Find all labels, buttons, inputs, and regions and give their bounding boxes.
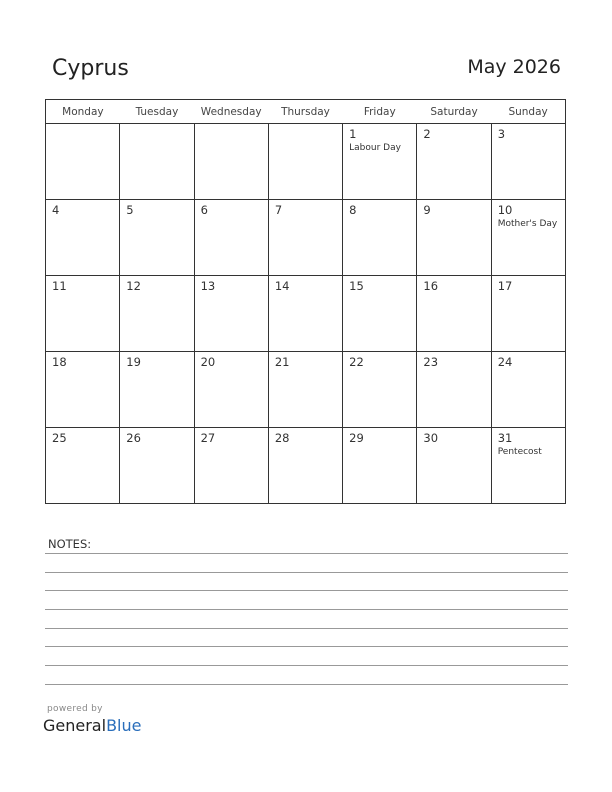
day-number: 16 [423, 279, 439, 293]
month-year-title: May 2026 [467, 56, 561, 78]
day-cell [417, 124, 491, 200]
day-number: 21 [274, 355, 290, 369]
day-number: 10 [497, 203, 513, 217]
day-cell [268, 200, 342, 276]
weekday-header: Saturday [417, 100, 491, 124]
day-number: 28 [274, 431, 290, 445]
day-cell [268, 428, 342, 504]
day-cell [46, 124, 120, 200]
day-cell [491, 200, 565, 276]
notes-line [45, 609, 568, 610]
day-cell [194, 352, 268, 428]
day-cell [46, 428, 120, 504]
weekday-header: Friday [343, 100, 417, 124]
day-cell [46, 352, 120, 428]
day-number: 3 [497, 127, 506, 141]
day-cell [343, 428, 417, 504]
day-cell [491, 276, 565, 352]
day-number: 19 [126, 355, 141, 369]
day-number: 26 [126, 431, 141, 445]
day-number: 17 [497, 279, 513, 293]
day-cell [491, 352, 565, 428]
week-row [46, 352, 566, 428]
weekday-header: Wednesday [194, 100, 268, 124]
day-number: 25 [52, 431, 67, 445]
notes-label: NOTES: [48, 537, 92, 551]
day-cell [194, 276, 268, 352]
day-number: 22 [349, 355, 364, 369]
week-row [46, 200, 566, 276]
day-number: 4 [52, 203, 60, 217]
day-number: 12 [126, 279, 141, 293]
day-cell [491, 124, 565, 200]
day-number: 29 [349, 431, 364, 445]
day-number: 20 [200, 355, 216, 369]
powered-by-text: powered by [47, 704, 103, 714]
notes-line [45, 628, 568, 629]
day-cell [491, 428, 565, 504]
day-number: 31 [497, 431, 513, 445]
day-cell [194, 124, 268, 200]
notes-line [45, 684, 568, 685]
day-cell [120, 352, 194, 428]
day-number: 23 [423, 355, 439, 369]
week-row [46, 428, 566, 504]
brand-logo [43, 716, 141, 735]
day-number: 2 [423, 127, 431, 141]
day-number: 30 [423, 431, 439, 445]
day-cell [194, 200, 268, 276]
brand-general: General [43, 716, 107, 735]
day-cell [46, 276, 120, 352]
day-number: 18 [52, 355, 67, 369]
day-cell [120, 200, 194, 276]
day-number: 9 [423, 203, 431, 217]
weekday-header: Thursday [268, 100, 342, 124]
day-number: 24 [497, 355, 513, 369]
notes-line [45, 646, 568, 647]
weekday-header-row [46, 100, 566, 124]
day-cell [194, 428, 268, 504]
country-title: Cyprus [52, 56, 129, 81]
day-cell [268, 124, 342, 200]
day-number: 11 [52, 279, 67, 293]
weekday-header: Sunday [491, 100, 565, 124]
notes-line [45, 590, 568, 591]
week-row [46, 276, 566, 352]
day-cell [268, 352, 342, 428]
day-number: 13 [200, 279, 216, 293]
notes-line [45, 665, 568, 666]
day-cell [343, 276, 417, 352]
day-cell [120, 276, 194, 352]
day-cell [417, 352, 491, 428]
day-cell [417, 276, 491, 352]
day-number: 1 [349, 127, 357, 141]
day-cell [417, 428, 491, 504]
day-number: 7 [274, 203, 283, 217]
day-number: 6 [200, 203, 208, 217]
holiday-label: Pentecost [497, 447, 542, 457]
day-cell [417, 200, 491, 276]
weekday-header: Tuesday [120, 100, 194, 124]
week-row [46, 124, 566, 200]
day-number: 8 [349, 203, 357, 217]
brand-blue: Blue [106, 716, 142, 735]
day-cell [268, 276, 342, 352]
day-number: 15 [349, 279, 364, 293]
weekday-header: Monday [46, 100, 120, 124]
holiday-label: Mother's Day [497, 219, 558, 229]
day-cell [343, 200, 417, 276]
calendar-grid [45, 99, 566, 504]
notes-line [45, 553, 568, 554]
day-cell [343, 124, 417, 200]
day-number: 14 [274, 279, 290, 293]
day-number: 27 [200, 431, 216, 445]
notes-line [45, 572, 568, 573]
holiday-label: Labour Day [349, 143, 401, 153]
day-cell [46, 200, 120, 276]
day-cell [120, 428, 194, 504]
day-number: 5 [126, 203, 134, 217]
day-cell [120, 124, 194, 200]
day-cell [343, 352, 417, 428]
